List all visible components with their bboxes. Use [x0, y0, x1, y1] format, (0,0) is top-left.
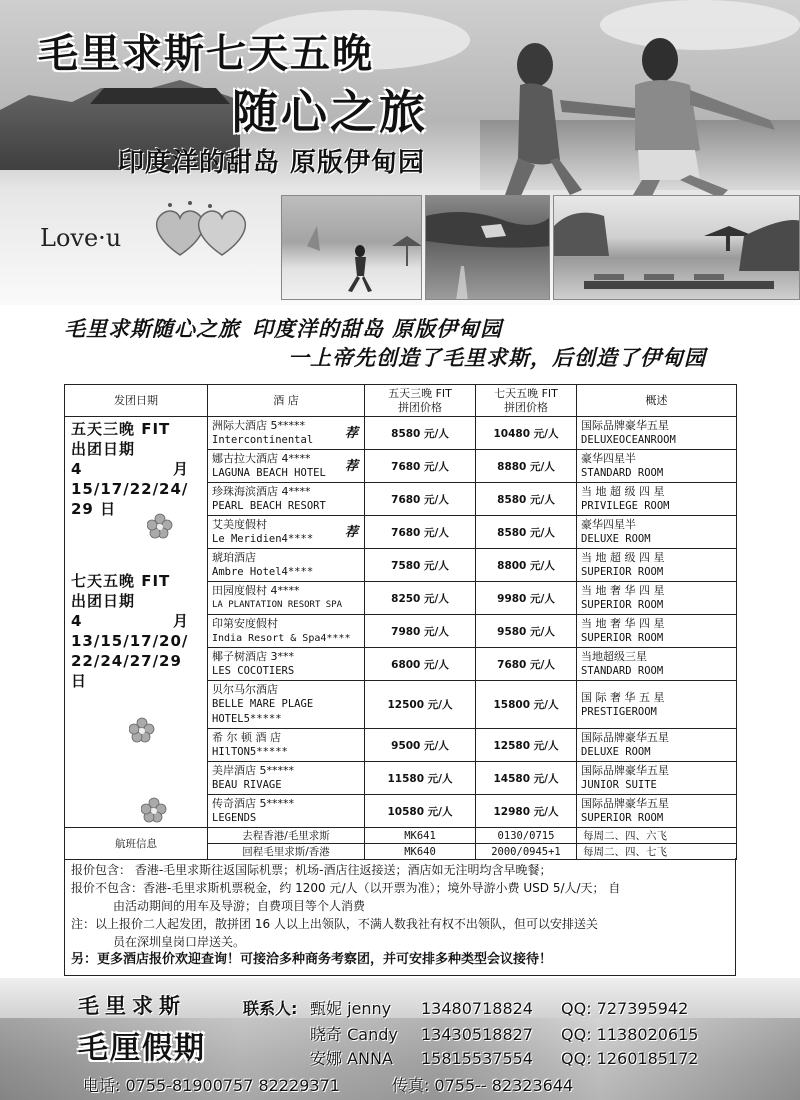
hotel-name-zh: 美岸酒店 5***** — [212, 764, 294, 777]
room-desc-cell — [577, 516, 737, 549]
hotel-name-en: HIlTON5***** — [212, 746, 288, 758]
price-7d: 12580 元/人 — [476, 729, 577, 762]
hotel-name-en: LEGENDS — [212, 812, 257, 824]
room-type-en: JUNIOR SUITE — [581, 779, 657, 791]
recommend-mark: 荐 — [344, 459, 358, 474]
slogan-part-a: 毛里求斯随心之旅 — [64, 317, 240, 341]
room-type-en: STANDARD ROOM — [581, 467, 664, 479]
dates-5d-subtitle: 出团日期 — [71, 440, 136, 458]
hotel-name-cell — [208, 795, 365, 828]
flight-row — [65, 828, 737, 844]
header-date: 发团日期 — [65, 385, 208, 417]
hotel-name-zh: 琥珀酒店 — [212, 551, 256, 564]
hotel-name-en: PEARL BEACH RESORT — [212, 500, 326, 512]
hotel-name-zh: 田园度假村 4**** — [212, 584, 300, 597]
room-desc-cell — [577, 417, 737, 450]
tel-fax-row — [83, 1073, 573, 1096]
room-grade-zh: 当 地 超 级 四 星 — [581, 551, 665, 564]
hotel-name-cell — [208, 582, 365, 615]
hotel-name-cell — [208, 417, 365, 450]
price-5d: 7580 元/人 — [365, 549, 476, 582]
hotel-name-en: LAGUNA BEACH HOTEL — [212, 467, 326, 479]
room-grade-zh: 国际品牌豪华五星 — [581, 731, 669, 744]
header-price-5d-line1: 五天三晚 FIT — [388, 386, 452, 400]
flower-icon — [129, 717, 155, 743]
header-hotel: 酒 店 — [208, 385, 365, 417]
contact-phone[interactable]: 13480718824 — [421, 999, 533, 1018]
flight-time: 0130/0715 — [476, 828, 577, 844]
room-type-en: DELUXEOCEANROOM — [581, 434, 676, 446]
room-desc-cell — [577, 648, 737, 681]
slogan-part-b: 印度洋的甜岛 原版伊甸园 — [252, 317, 503, 341]
room-type-en: DELUXE ROOM — [581, 533, 651, 545]
room-type-en: SUPERIOR ROOM — [581, 812, 664, 824]
room-type-en: PRIVILEGE ROOM — [581, 500, 670, 512]
price-7d: 8580 元/人 — [476, 516, 577, 549]
resort-pool-photo — [553, 195, 800, 300]
price-7d: 10480 元/人 — [476, 417, 577, 450]
room-desc-cell — [577, 729, 737, 762]
header-desc: 概述 — [577, 385, 737, 417]
dates-7d-days2: 22/24/27/29 — [71, 652, 182, 670]
extra-note: 另：更多酒店报价欢迎查询！可接洽多种商务考察团，并可安排多种类型会议接待！ — [71, 952, 553, 967]
room-desc-cell — [577, 795, 737, 828]
telephone[interactable]: 电话: 0755-81900757 82229371 — [83, 1076, 340, 1095]
room-desc-cell — [577, 615, 737, 648]
flower-icon — [141, 797, 167, 823]
hotel-name-zh: 传奇酒店 5***** — [212, 797, 294, 810]
room-desc-cell — [577, 681, 737, 729]
hotel-name-en: BEAU RIVAGE — [212, 779, 282, 791]
flight-time: 2000/0945+1 — [476, 844, 577, 860]
price-7d: 14580 元/人 — [476, 762, 577, 795]
header-price-7d-line1: 七天五晚 FIT — [494, 386, 558, 400]
price-5d: 12500 元/人 — [365, 681, 476, 729]
hotel-name-cell — [208, 450, 365, 483]
price-5d: 7680 元/人 — [365, 450, 476, 483]
room-grade-zh: 当 地 超 级 四 星 — [581, 485, 665, 498]
hotel-name-cell — [208, 615, 365, 648]
slogan-line1 — [64, 313, 502, 343]
hotel-name-cell — [208, 729, 365, 762]
brand-holiday: 毛厘假期 — [78, 1031, 206, 1066]
room-grade-zh: 国际品牌豪华五星 — [581, 764, 669, 777]
dates-5d-title: 五天三晚 FIT — [71, 420, 171, 438]
room-type-en: DELUXE ROOM — [581, 746, 651, 758]
contact-qq: QQ: 1138020615 — [561, 1025, 699, 1044]
hotel-name-cell — [208, 516, 365, 549]
room-grade-zh: 当 地 奢 华 四 星 — [581, 617, 665, 630]
header-price-5d-line2: 拼团价格 — [398, 400, 442, 414]
hotel-name-zh: 椰子树酒店 3*** — [212, 650, 294, 663]
hotel-name-en: Ambre Hotel4**** — [212, 566, 314, 578]
room-grade-zh: 豪华四星半 — [581, 452, 636, 465]
hotel-name-en-line2: HOTEL5***** — [212, 713, 282, 725]
hotel-name-en: Le Meridien4**** — [212, 533, 314, 545]
price-7d: 9980 元/人 — [476, 582, 577, 615]
price-5d: 10580 元/人 — [365, 795, 476, 828]
flower-icon — [147, 513, 173, 539]
footer — [0, 978, 800, 1100]
hotel-name-en: India Resort & Spa4**** — [212, 633, 351, 644]
hotel-name-zh: 洲际大酒店 5***** — [212, 419, 305, 432]
hotel-name-cell — [208, 549, 365, 582]
recommend-mark: 荐 — [344, 426, 358, 441]
room-desc-cell — [577, 762, 737, 795]
price-7d: 15800 元/人 — [476, 681, 577, 729]
flight-days: 每周二、四、七飞 — [577, 844, 737, 860]
room-desc-cell — [577, 582, 737, 615]
hotel-name-zh: 珍珠海滨酒店 4**** — [212, 485, 311, 498]
hero-banner — [0, 0, 800, 305]
table-header-row — [65, 385, 737, 417]
love-u-text: Love·u — [40, 224, 122, 252]
flight-route — [208, 828, 365, 844]
room-type-en: SUPERIOR ROOM — [581, 632, 664, 644]
contact-phone[interactable]: 15815537554 — [421, 1049, 533, 1068]
dates-7d-subtitle: 出团日期 — [71, 592, 136, 610]
fax: 传真: 0755-- 82323644 — [391, 1076, 574, 1095]
price-excludes-line1: 报价不包含：香港-毛里求斯机票税金，约 1200 元/人（以开票为准）；境外导游小费 USD 5/人/天； 自 — [71, 881, 621, 895]
price-5d: 8250 元/人 — [365, 582, 476, 615]
contact-name: 晓奇 Candy — [310, 1025, 398, 1044]
dates-7d-month-unit: 月 — [172, 612, 189, 630]
contact-name: 安娜 ANNA — [310, 1049, 393, 1068]
hotel-name-zh: 贝尔马尔酒店 — [212, 683, 278, 696]
price-7d: 8580 元/人 — [476, 483, 577, 516]
room-grade-zh: 国 际 奢 华 五 星 — [581, 690, 665, 704]
dates-7d-month-num: 4 — [71, 612, 83, 630]
contact-qq: QQ: 727395942 — [561, 999, 689, 1018]
price-7d: 12980 元/人 — [476, 795, 577, 828]
couple-photo — [490, 30, 790, 200]
price-excludes-line2: 由活动期间的用车及导游；自费项目等个人消费 — [113, 899, 366, 913]
room-type-en: STANDARD ROOM — [581, 665, 664, 677]
hotel-name-cell — [208, 483, 365, 516]
dates-5d-month-num: 4 — [71, 460, 83, 478]
contact-phone[interactable]: 13430518827 — [421, 1025, 533, 1044]
hotel-name-zh: 娜古拉大酒店 4**** — [212, 452, 311, 465]
price-5d: 8580 元/人 — [365, 417, 476, 450]
contact-row — [243, 1046, 698, 1069]
hero-subtitle: 印度洋的甜岛 原版伊甸园 — [118, 148, 426, 178]
contact-label: 联系人: — [243, 999, 298, 1018]
hotel-name-en: LA PLANTATION RESORT SPA — [212, 600, 343, 610]
dates-5d-days1: 15/17/22/24/ — [71, 480, 189, 498]
dates-7d-month — [71, 611, 189, 631]
contact-row — [243, 1022, 698, 1045]
flight-days: 每周二、四、六飞 — [577, 828, 737, 844]
flight-number: MK641 — [365, 828, 476, 844]
price-5d: 7980 元/人 — [365, 615, 476, 648]
hero-title-line1: 毛里求斯七天五晚 — [38, 30, 374, 77]
flight-info-label: 航班信息 — [65, 828, 208, 860]
flight-number: MK640 — [365, 844, 476, 860]
hero-title-line2: 随心之旅 — [232, 85, 428, 139]
hotel-name-en: BELLE MARE PLAGE — [212, 698, 314, 710]
price-5d: 11580 元/人 — [365, 762, 476, 795]
flight-route-text: 去程香港/毛里求斯 — [242, 830, 330, 842]
contact-name: 甄妮 jenny — [310, 999, 392, 1018]
price-5d: 6800 元/人 — [365, 648, 476, 681]
flight-route-text: 回程毛里求斯/香港 — [242, 846, 330, 858]
slogan-line2: 一上帝先创造了毛里求斯，后创造了伊甸园 — [288, 346, 706, 370]
note-line2: 员在深圳皇岗口岸送关。 — [113, 935, 246, 949]
hotel-name-en: LES COCOTIERS — [212, 665, 295, 677]
dates-5d-month — [71, 459, 189, 479]
room-grade-zh: 国际品牌豪华五星 — [581, 419, 669, 432]
hotel-name-en: Intercontinental — [212, 434, 314, 446]
hotel-name-zh: 印第安度假村 — [212, 617, 278, 630]
price-5d: 7680 元/人 — [365, 516, 476, 549]
room-type-en: SUPERIOR ROOM — [581, 566, 664, 578]
price-5d: 9500 元/人 — [365, 729, 476, 762]
price-includes: 报价包含： 香港-毛里求斯往返国际机票；机场-酒店往返接送；酒店如无注明均含早晚餐； — [71, 863, 552, 877]
price-7d: 9580 元/人 — [476, 615, 577, 648]
room-grade-zh: 当 地 奢 华 四 星 — [581, 584, 665, 597]
hotel-name-zh: 艾美度假村 — [212, 518, 267, 531]
resort-roof — [90, 88, 230, 104]
price-7d: 7680 元/人 — [476, 648, 577, 681]
price-table — [64, 384, 737, 860]
room-desc-cell — [577, 549, 737, 582]
room-grade-zh: 当地超级三星 — [581, 650, 647, 663]
note-line1: 注：以上报价二人起发团，散拼团 16 人以上出领队，不满人数我社有权不出领队，但可以安排送关 — [71, 917, 598, 931]
island-aerial-photo — [425, 195, 550, 300]
dates-7d-title: 七天五晚 FIT — [71, 572, 171, 590]
dates-5d-days2: 29 日 — [71, 500, 117, 518]
departure-dates-cell — [65, 417, 208, 828]
brand-mauritius: 毛里求斯 — [78, 994, 186, 1018]
room-type-en: SUPERIOR ROOM — [581, 599, 664, 611]
contact-row — [243, 996, 688, 1019]
recommend-mark: 荐 — [344, 525, 358, 540]
price-7d: 8880 元/人 — [476, 450, 577, 483]
dates-5d-month-unit: 月 — [172, 460, 189, 478]
table-row — [65, 417, 737, 450]
hotel-name-cell — [208, 681, 365, 729]
hotel-name-cell — [208, 648, 365, 681]
notes-box — [64, 858, 736, 976]
price-5d: 7680 元/人 — [365, 483, 476, 516]
header-price-7d — [476, 385, 577, 417]
price-7d: 8800 元/人 — [476, 549, 577, 582]
dates-5d — [71, 419, 189, 519]
room-desc-cell — [577, 450, 737, 483]
contact-qq: QQ: 1260185172 — [561, 1049, 699, 1068]
hearts-icon — [150, 200, 260, 260]
header-price-5d — [365, 385, 476, 417]
room-desc-cell — [577, 483, 737, 516]
room-grade-zh: 国际品牌豪华五星 — [581, 797, 669, 810]
header-price-7d-line2: 拼团价格 — [504, 400, 548, 414]
room-type-en: PRESTIGEROOM — [581, 705, 657, 718]
dates-7d-days3: 日 — [71, 672, 88, 690]
hotel-name-cell — [208, 762, 365, 795]
hotel-name-zh: 希 尔 顿 酒 店 — [212, 731, 281, 744]
beach-photo — [281, 195, 422, 300]
dates-7d — [71, 571, 189, 691]
dates-7d-days1: 13/15/17/20/ — [71, 632, 189, 650]
room-grade-zh: 豪华四星半 — [581, 518, 636, 531]
